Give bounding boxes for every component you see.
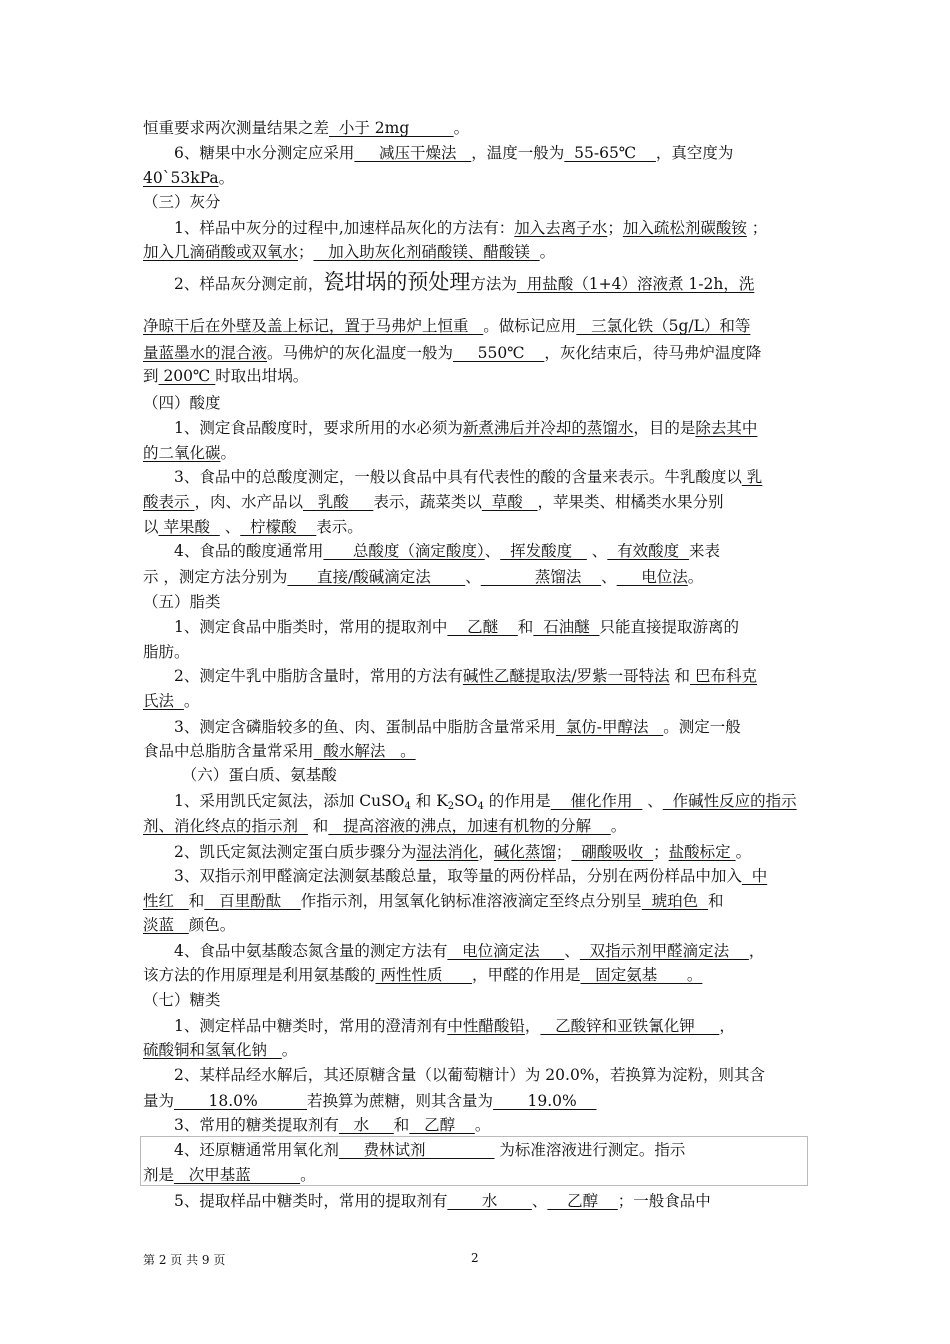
text-segment: 3、食品中的总酸度测定，一般以食品中具有代表性的酸的含量来表示。牛乳酸度以: [143, 468, 742, 486]
text-segment: 2、测定牛乳中脂肪含量时，常用的方法有: [143, 667, 463, 685]
text-segment: （五）脂类: [143, 593, 221, 611]
answer-blank: 百里酚酞: [204, 892, 301, 910]
answer-blank: 量蓝墨水的混合液: [143, 344, 268, 362]
text-line: [143, 366, 808, 386]
answer-blank: 作碱性反应的指示: [662, 792, 797, 810]
text-segment: 颜色。: [188, 916, 236, 934]
answer-blank: 减压干燥法: [354, 144, 472, 162]
answer-blank: 18.0%: [174, 1092, 308, 1110]
answer-blank: 19.0%: [493, 1092, 597, 1110]
text-segment: 和: [517, 618, 534, 636]
text-line: [143, 816, 808, 836]
answer-blank: 乙醇: [409, 1116, 475, 1134]
text-line: [143, 741, 808, 761]
large-term: 瓷坩埚的预处理: [323, 270, 471, 294]
text-segment: 。: [218, 169, 235, 187]
text-line: [143, 192, 808, 212]
text-line: [143, 1040, 808, 1060]
answer-blank: 碱性乙醚提取法/罗紫一哥特法: [462, 667, 670, 685]
answer-blank: 性红: [143, 892, 189, 910]
text-line: [143, 965, 808, 985]
answer-blank: 费林试剂: [338, 1141, 495, 1159]
answer-blank: 水: [338, 1116, 394, 1134]
text-line: [143, 617, 808, 637]
text-line: [143, 866, 808, 886]
answer-blank: 55-65℃: [564, 144, 656, 162]
text-segment: 、: [531, 1192, 548, 1210]
text-line: [143, 316, 808, 336]
text-line: [143, 218, 808, 238]
answer-blank: 草酸: [481, 493, 538, 511]
text-line: [143, 143, 808, 163]
text-segment: 、: [586, 542, 608, 560]
text-segment: ，: [478, 843, 494, 861]
text-segment: 。: [300, 1166, 316, 1184]
text-line: [143, 492, 808, 512]
answer-blank: 巴布科克: [690, 667, 757, 685]
text-segment: 食品中总脂肪含量常采用: [143, 742, 314, 760]
text-segment: 1、样品中灰分的过程中,加速样品灰化的方法有：: [143, 219, 515, 237]
answer-blank: 净晾干后在外壁及盖上标记，置于马弗炉上恒重: [143, 317, 484, 335]
text-segment: 以: [143, 518, 159, 536]
text-line: [143, 842, 808, 862]
text-line: [143, 666, 808, 686]
text-segment: ；: [298, 243, 314, 261]
text-segment: ，: [719, 1017, 735, 1035]
answer-blank: 加入几滴硝酸或双氧水: [143, 243, 299, 261]
text-line: [143, 443, 808, 463]
text-segment: （六）蛋白质、氨基酸: [143, 766, 337, 784]
text-line: [143, 118, 808, 138]
text-segment: 、: [465, 568, 481, 586]
text-segment: 3、测定含磷脂较多的鱼、肉、蛋制品中脂肪含量常采用: [143, 718, 556, 736]
text-segment: 2、某样品经水解后，其还原糖含量（以葡萄糖计）为 20.0%，若换算为淀粉，则其含: [143, 1066, 766, 1084]
answer-blank: 的二氧化碳: [143, 444, 221, 462]
text-segment: ；: [607, 219, 623, 237]
answer-blank: 乳酸: [302, 493, 374, 511]
text-segment: ；一般食品中: [617, 1192, 711, 1210]
text-segment: （三）灰分: [143, 193, 221, 211]
text-line: [143, 642, 808, 662]
text-line: [143, 393, 808, 413]
answer-blank: 新煮沸后并冷却的蒸馏水: [462, 419, 634, 437]
text-segment: 方法为: [470, 275, 517, 293]
answer-blank: 水: [447, 1192, 532, 1210]
text-segment: ，真空度为: [655, 144, 734, 162]
text-segment: 和: [708, 892, 724, 910]
text-segment: SO: [454, 792, 478, 810]
text-segment: 。测定一般: [663, 718, 741, 736]
text-segment: 1、测定样品中糖类时，常用的澄清剂有: [143, 1017, 448, 1035]
text-segment: 来表: [689, 542, 721, 560]
answer-blank: 550℃: [453, 344, 545, 362]
answer-blank: 双指示剂甲醛滴定法: [579, 942, 749, 960]
answer-blank: 加入疏松剂碳酸铵: [622, 219, 747, 237]
text-segment: ，温度一般为: [471, 144, 565, 162]
text-line: [143, 343, 808, 363]
answer-blank: 直接/酸碱滴定法: [287, 568, 466, 586]
answer-blank: 乙醚: [447, 618, 518, 636]
answer-blank: 有效酸度: [607, 542, 690, 560]
answer-blank: 蒸馏法: [480, 568, 602, 586]
answer-blank: 小于 2mg: [329, 119, 454, 137]
answer-blank: 苹果酸: [158, 518, 220, 536]
text-line: [143, 467, 808, 487]
text-line: [143, 168, 808, 188]
text-line: [143, 1016, 808, 1036]
text-segment: 和: [393, 1116, 410, 1134]
text-segment: 时取出坩埚。: [215, 367, 309, 385]
text-segment: 1、测定食品中脂类时，常用的提取剂中: [143, 618, 448, 636]
answer-blank: 乙醇: [547, 1192, 618, 1210]
text-segment: 表示，蔬菜类以: [373, 493, 482, 511]
text-segment: 6、糖果中水分测定应采用: [143, 144, 355, 162]
text-segment: ，苹果类、柑橘类水果分别: [537, 493, 724, 511]
text-segment: 和 K: [410, 792, 448, 810]
text-segment: 。: [183, 692, 200, 710]
text-segment: ；: [653, 843, 669, 861]
text-segment: （四）酸度: [143, 394, 221, 412]
text-segment: 、: [642, 792, 663, 810]
text-line: [143, 1140, 808, 1160]
answer-blank: 柠檬酸: [240, 518, 317, 536]
page-number: 2: [471, 1251, 479, 1265]
answer-blank: 乙酸锌和亚铁氰化钾: [540, 1017, 720, 1035]
answer-blank: 氏法: [143, 692, 184, 710]
text-segment: 。: [610, 817, 627, 835]
text-line: [143, 915, 808, 935]
text-segment: 、: [484, 542, 501, 560]
text-line: [143, 791, 808, 817]
text-segment: 作指示剂，用氢氧化钠标准溶液滴定至终点分别呈: [300, 892, 642, 910]
text-segment: ，灰化结束后，待马弗炉温度降: [544, 344, 762, 362]
text-segment: 、: [564, 942, 580, 960]
answer-blank: 40`53kPa: [143, 169, 219, 187]
answer-blank: 琥珀色: [641, 892, 709, 910]
text-line: [143, 1115, 808, 1135]
text-segment: （七）糖类: [143, 991, 221, 1009]
text-line: [143, 1065, 808, 1085]
text-segment: 量为: [143, 1092, 175, 1110]
text-segment: 。: [220, 444, 237, 462]
text-segment: ；: [746, 219, 768, 237]
text-segment: 。: [687, 568, 704, 586]
text-line: [143, 990, 808, 1010]
text-line: [143, 592, 808, 612]
text-segment: 和: [669, 667, 691, 685]
answer-blank: 加入助灰化剂硝酸镁、醋酸镁: [313, 243, 540, 261]
text-segment: 。: [474, 1116, 491, 1134]
subscript: 2: [447, 801, 455, 812]
answer-blank: 200℃: [158, 367, 216, 385]
text-segment: 。: [453, 119, 470, 137]
answer-blank: 硫酸铜和氢氧化钠: [143, 1041, 282, 1059]
text-segment: 。: [281, 1041, 298, 1059]
text-line: [143, 418, 808, 438]
answer-blank: 酸水解法 。: [313, 742, 416, 760]
text-segment: 和: [307, 817, 329, 835]
text-line: [143, 941, 808, 961]
answer-blank: 中性醋酸铅: [447, 1017, 525, 1035]
text-segment: ，甲醛的作用是: [472, 966, 581, 984]
subscript: 4: [404, 801, 411, 812]
text-line: [143, 1091, 808, 1111]
text-line: [143, 517, 808, 537]
text-segment: 4、食品中氨基酸态氮含量的测定方法有: [143, 942, 448, 960]
text-segment: ，肉、水产品以: [194, 493, 303, 511]
text-segment: 的作用是: [483, 792, 551, 810]
text-line: [143, 242, 808, 262]
answer-blank: 硼酸吸收: [571, 843, 654, 861]
text-segment: 示 ，测定方法分别为: [143, 568, 288, 586]
text-line: [143, 567, 808, 587]
text-segment: 、: [601, 568, 617, 586]
page-label: 第 2 页 共 9 页: [143, 1253, 226, 1267]
answer-blank: 电位滴定法: [447, 942, 565, 960]
text-segment: 4、还原糖通常用氧化剂: [143, 1141, 339, 1159]
answer-blank: 氯仿-甲醇法: [555, 718, 664, 736]
answer-blank: 催化作用: [550, 792, 643, 810]
text-line: [143, 891, 808, 911]
text-segment: ，: [748, 942, 765, 960]
text-segment: 为标准溶液进行测定。指示: [494, 1141, 686, 1159]
text-segment: 、: [219, 518, 241, 536]
answer-blank: 次甲基蓝: [174, 1166, 301, 1184]
text-line: [143, 1191, 808, 1211]
answer-blank: 酸表示: [143, 493, 195, 511]
text-segment: 2、凯氏定氮法测定蛋白质步骤分为: [143, 843, 417, 861]
answer-blank: 固定氨基 。: [580, 966, 703, 984]
answer-blank: 提高溶液的沸点，加速有机物的分解: [328, 817, 611, 835]
text-segment: 2、样品灰分测定前，: [143, 275, 324, 293]
text-segment: 脂肪。: [143, 643, 190, 661]
text-segment: 剂是: [143, 1166, 175, 1184]
text-segment: 只能直接提取游离的: [599, 618, 740, 636]
text-line: [143, 541, 808, 561]
text-line: [143, 765, 808, 785]
text-segment: 若换算为蔗糖，则其含量为: [307, 1092, 494, 1110]
answer-blank: 湿法消化: [416, 843, 479, 861]
answer-blank: 盐酸标定: [668, 843, 736, 861]
text-segment: 5、提取样品中糖类时，常用的提取剂有: [143, 1192, 448, 1210]
answer-blank: 乳: [741, 468, 763, 486]
answer-blank: 电位法: [616, 568, 688, 586]
text-segment: ；: [555, 843, 572, 861]
text-segment: 。: [539, 243, 556, 261]
text-line: [143, 1165, 808, 1185]
answer-blank: 石油醚: [533, 618, 600, 636]
text-segment: 4、食品的酸度通常用: [143, 542, 324, 560]
text-segment: 恒重要求两次测量结果之差: [143, 119, 330, 137]
text-segment: 1、采用凯氏定氮法，添加 CuSO: [143, 792, 405, 810]
text-segment: 1、测定食品酸度时，要求所用的水必须为: [143, 419, 463, 437]
text-segment: 3、双指示剂甲醛滴定法测氨基酸总量，取等量的两份样品，分别在两份样品中加入: [143, 867, 742, 885]
answer-blank: 淡蓝: [143, 916, 189, 934]
text-segment: 。: [735, 843, 752, 861]
text-segment: 表示。: [316, 518, 363, 536]
text-line: [143, 717, 808, 737]
answer-blank: 中: [741, 867, 768, 885]
text-segment: 该方法的作用原理是利用氨基酸的: [143, 966, 376, 984]
answer-blank: 剂、消化终点的指示剂: [143, 817, 308, 835]
answer-blank: 加入去离子水: [514, 219, 608, 237]
answer-blank: 总酸度（滴定酸度）: [323, 542, 485, 560]
text-segment: 。马佛炉的灰化温度一般为: [267, 344, 454, 362]
answer-blank: 两性性质: [375, 966, 473, 984]
answer-blank: 挥发酸度: [500, 542, 587, 560]
text-segment: 3、常用的糖类提取剂有: [143, 1116, 339, 1134]
text-segment: ，目的是: [633, 419, 696, 437]
answer-blank: 碱化蒸馏: [493, 843, 556, 861]
text-segment: 。做标记应用: [483, 317, 577, 335]
text-segment: 和: [188, 892, 205, 910]
text-line: [143, 691, 808, 711]
text-segment: ，: [524, 1017, 541, 1035]
answer-blank: 用盐酸（1+4）溶液煮 1-2h，洗: [516, 275, 755, 293]
answer-blank: 除去其中: [695, 419, 758, 437]
text-segment: 到: [143, 367, 159, 385]
answer-blank: 三氯化铁（5g/L）和等: [576, 317, 751, 335]
text-line: [143, 272, 808, 294]
subscript: 4: [477, 801, 484, 812]
